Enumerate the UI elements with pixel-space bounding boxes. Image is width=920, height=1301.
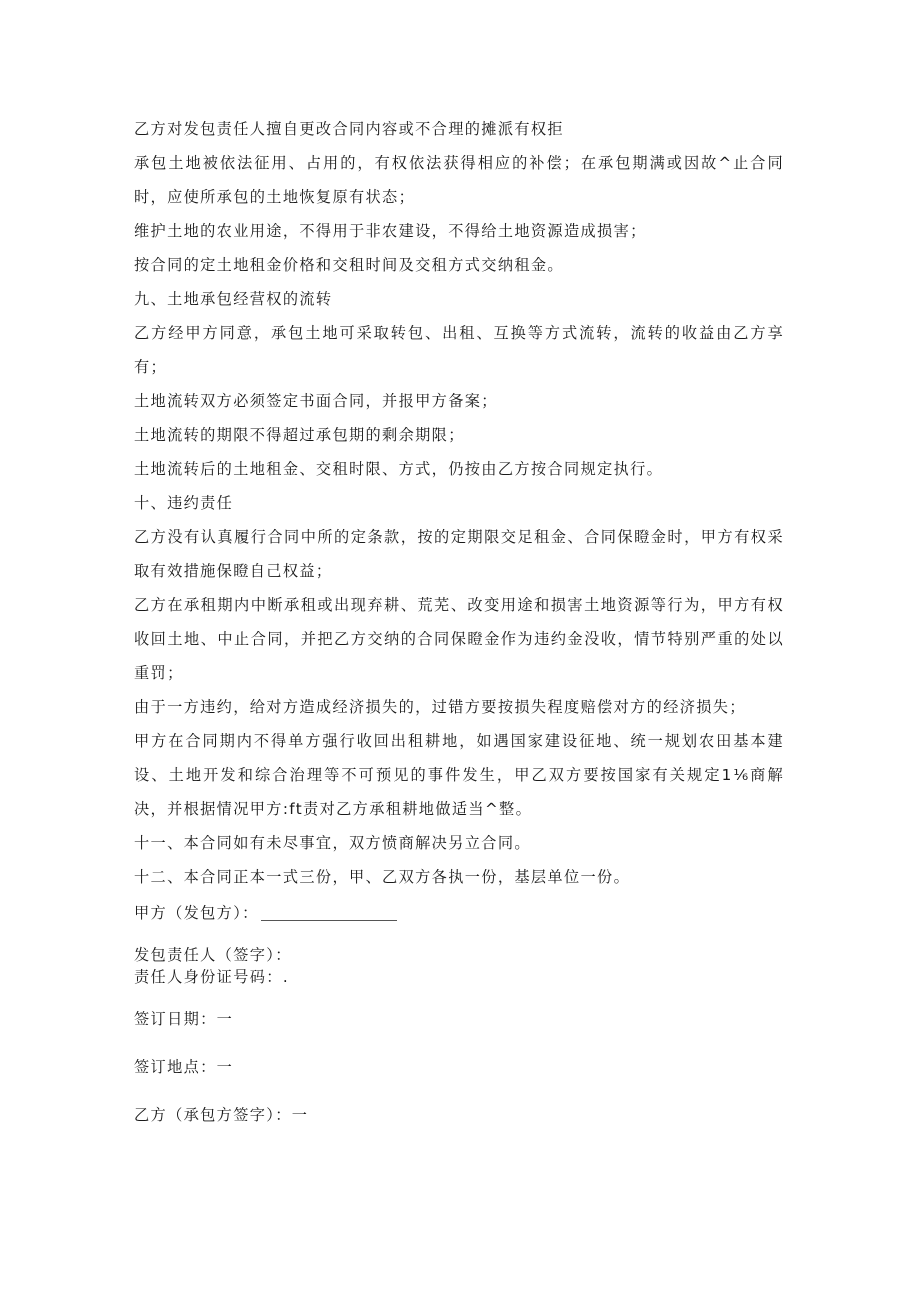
paragraph: 土地流转双方必须签定书面合同，并报甲方备案；	[134, 392, 498, 410]
sign-date-label: 签订日期：一	[134, 1010, 234, 1028]
section-heading: 十一、本合同如有未尽事宜，双方愤商解决另立合同。	[134, 834, 531, 852]
responsible-signature-label: 发包责任人（签字）：	[134, 946, 292, 964]
paragraph: 乙方在承租期内中断承租或出现弃耕、荒芜、改变用途和损害土地资源等行为，甲方有权收回土地、中止合同，并把乙方交纳的合同保瞪金作为违约金没收，情节特别严重的处以重罚；	[134, 596, 784, 682]
party-a-line	[134, 896, 784, 930]
sign-place-label: 签订地点：一	[134, 1058, 234, 1076]
paragraph: 甲方在合同期内不得单方强行收回出租耕地，如遇国家建设征地、统一规划农田基本建设、土地开发和综合治理等不可预见的事件发生，甲乙双方要按国家有关规定1⅙商解决，并根据情况甲方:ft责对乙方承租耕地做适当^整。	[134, 732, 784, 818]
paragraph: 承包土地被依法征用、占用的，有权依法获得相应的补偿；在承包期满或因故^止合同时，应使所承包的土地恢复原有状态；	[134, 154, 784, 206]
paragraph: 由于一方违约，给对方造成经济损失的，过错方要按损失程度赔偿对方的经济损失；	[134, 698, 746, 716]
id-number-label: 责任人身份证号码：.	[134, 968, 290, 986]
section-heading: 九、土地承包经营权的流转	[134, 290, 333, 308]
section-heading: 十二、本合同正本一式三份，甲、乙双方各执一份，基层单位一份。	[134, 868, 631, 886]
contract-body	[134, 112, 784, 1126]
signature-block	[134, 896, 784, 1126]
paragraph: 按合同的定土地租金价格和交租时间及交租方式交纳租金。	[134, 256, 564, 274]
paragraph: 乙方对发包责任人擅自更改合同内容或不合理的摊派有权拒	[134, 120, 564, 138]
paragraph: 乙方经甲方同意，承包土地可采取转包、出租、互换等方式流转，流转的收益由乙方享有；	[134, 324, 784, 376]
party-b-label: 乙方（承包方签字）：一	[134, 1106, 309, 1124]
paragraph: 土地流转后的土地租金、交租时限、方式，仍按由乙方按合同规定执行。	[134, 460, 664, 478]
party-a-label: 甲方（发包方）：	[134, 904, 259, 922]
paragraph: 维护土地的农业用途，不得用于非农建设，不得给土地资源造成损害；	[134, 222, 647, 240]
paragraph: 土地流转的期限不得超过承包期的剩余期限；	[134, 426, 465, 444]
paragraph: 乙方没有认真履行合同中所的定条款，按的定期限交足租金、合同保瞪金时，甲方有权采取有效措施保瞪自己权益；	[134, 528, 784, 580]
section-heading: 十、违约责任	[134, 494, 234, 512]
party-a-signature-blank[interactable]	[261, 900, 397, 921]
